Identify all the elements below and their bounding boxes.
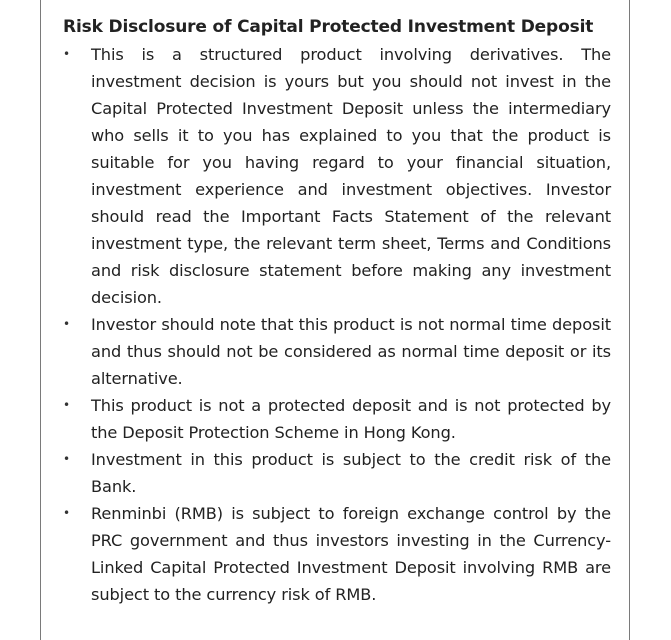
disclosure-item-credit-risk [63, 446, 611, 500]
bullet-icon: • [63, 506, 70, 520]
disclosure-item-text: Investor should note that this product is not normal time deposit and thus should not be considered as normal time deposit or its alternative. [91, 315, 611, 388]
disclosure-item-text: Investment in this product is subject to the credit risk of the Bank. [91, 450, 611, 496]
disclosure-list [63, 41, 611, 608]
disclosure-content [63, 14, 611, 608]
disclosure-item-not-time-deposit [63, 311, 611, 392]
disclosure-panel [40, 0, 630, 640]
bullet-icon: • [63, 47, 70, 61]
bullet-icon: • [63, 452, 70, 466]
disclosure-item-rmb-risk [63, 500, 611, 608]
bullet-icon: • [63, 398, 70, 412]
bullet-icon: • [63, 317, 70, 331]
disclosure-item-text: This is a structured product involving derivatives. The investment decision is yours but you should not invest in the Capital Protected Investment Deposit unless the intermediary who sells it to you has explained to you that the product is suitable for you having regard to your financial situation, investment experience and investment objectives. Investor should read the Important Facts Statement of the relevant investment type, the relevant term sheet, Terms and Conditions and risk disclosure statement before making any investment decision. [91, 45, 611, 307]
disclosure-item-not-protected [63, 392, 611, 446]
disclosure-item-derivatives [63, 41, 611, 311]
disclosure-item-text: This product is not a protected deposit and is not protected by the Deposit Protection Scheme in Hong Kong. [91, 396, 611, 442]
disclosure-title: Risk Disclosure of Capital Protected Investment Deposit [63, 17, 594, 37]
disclosure-item-text: Renminbi (RMB) is subject to foreign exchange control by the PRC government and thus investors investing in the Currency-Linked Capital Protected Investment Deposit involving RMB are subject to the currency risk of RMB. [91, 504, 611, 604]
